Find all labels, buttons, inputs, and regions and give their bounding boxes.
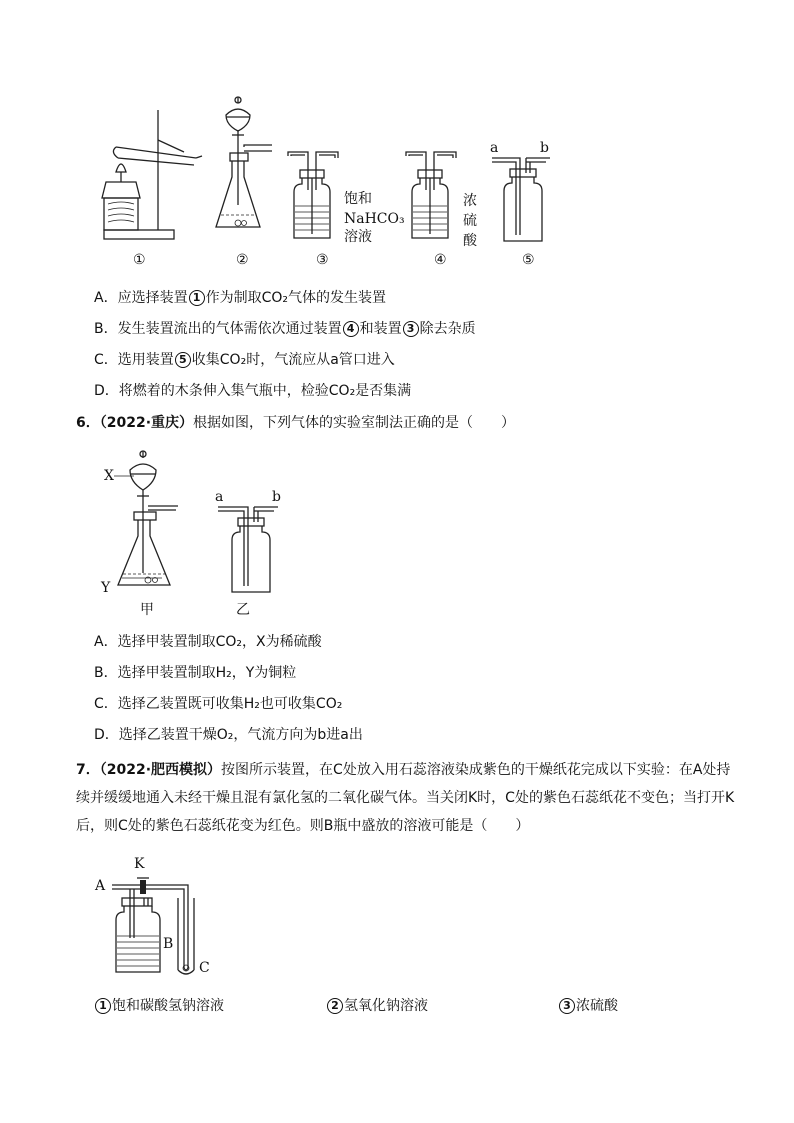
question-text: 根据如图，下列气体的实验室制法正确的是（ ） (193, 415, 516, 431)
q7-choice-3[interactable]: 3 浓硫酸 (558, 996, 618, 1016)
question-text: 按图所示装置，在C处放入用石蕊溶液染成紫色的干燥纸花完成以下实验：在A处持续并缓缓地通入未经干燥且混有氯化氢的二氧化碳气体。当关闭K时，C处的紫色石蕊纸花不变色；当打开K后，则C处的紫色石蕊纸花变为红色。则B瓶中盛放的溶液可能是（ ） (76, 762, 735, 834)
apparatus-label-1: ① (133, 252, 146, 268)
circled-number: 1 (95, 998, 111, 1014)
saturated-label: 饱和 (344, 191, 372, 207)
q5-option-d[interactable]: D．将燃着的木条伸入集气瓶中，检验CO₂是否集满 (94, 383, 412, 399)
q6-option-c[interactable]: C．选择乙装置既可收集H₂也可收集CO₂ (94, 696, 343, 712)
acid-label-3: 酸 (463, 233, 477, 249)
q7-choice-1[interactable]: 1 饱和碳酸氢钠溶液 (94, 996, 224, 1016)
apparatus-3-washing-bottle (286, 150, 346, 245)
circled-number: 3 (403, 321, 419, 337)
circled-number: 2 (327, 998, 343, 1014)
q7-choice-2[interactable]: 2 氢氧化钠溶液 (326, 996, 428, 1016)
apparatus-4-drying-bottle (404, 150, 464, 245)
label-a-inlet: A (95, 878, 106, 894)
acid-label-1: 浓 (463, 193, 477, 209)
apparatus-label-4: ④ (434, 252, 447, 268)
port-a-label: a (490, 140, 499, 156)
apparatus-5-collection-bottle (492, 155, 554, 245)
acid-label-2: 硫 (463, 213, 477, 229)
label-a: a (215, 489, 224, 505)
label-b-bottle: B (163, 936, 174, 952)
port-b-label: b (540, 140, 549, 156)
nahco3-label: NaHCO₃ (344, 211, 405, 227)
q7-stem (76, 756, 736, 840)
circled-number: 3 (559, 998, 575, 1014)
apparatus-jia (112, 448, 192, 596)
label-x: X (104, 468, 114, 484)
circled-number: 5 (175, 352, 191, 368)
q5-option-b[interactable]: B．发生装置流出的气体需依次通过装置 4 和装置 3 除去杂质 (94, 321, 476, 337)
apparatus-label-5: ⑤ (522, 252, 535, 268)
circled-number: 4 (343, 321, 359, 337)
q6-option-a[interactable]: A．选择甲装置制取CO₂，X为稀硫酸 (94, 634, 322, 650)
apparatus-2-generator (212, 95, 282, 245)
solution-label: 溶液 (344, 229, 372, 245)
label-b: b (272, 489, 281, 505)
q6-option-d[interactable]: D．选择乙装置干燥O₂，气流方向为b进a出 (94, 727, 363, 743)
apparatus-1-heating (96, 100, 206, 245)
apparatus-label-2: ② (236, 252, 249, 268)
label-c-tube: C (199, 960, 210, 976)
circled-number: 1 (189, 290, 205, 306)
q6-option-b[interactable]: B．选择甲装置制取H₂，Y为铜粒 (94, 665, 297, 681)
apparatus-q7 (108, 868, 204, 976)
apparatus-yi (218, 504, 284, 596)
question-source: （2022·肥西模拟） (99, 762, 222, 778)
q5-option-a[interactable]: A．应选择装置 1 作为制取CO₂气体的发生装置 (94, 290, 386, 306)
q5-option-c[interactable]: C．选用装置 5 收集CO₂时，气流应从a管口进入 (94, 352, 395, 368)
label-k: K (134, 856, 145, 872)
question-source: （2022·重庆） (99, 415, 194, 431)
apparatus-label-3: ③ (316, 252, 329, 268)
question-number: 7． (76, 762, 100, 778)
label-yi: 乙 (236, 602, 250, 618)
label-y: Y (101, 580, 111, 596)
label-jia: 甲 (140, 602, 154, 618)
q6-stem (76, 413, 515, 433)
question-number: 6． (76, 415, 100, 431)
